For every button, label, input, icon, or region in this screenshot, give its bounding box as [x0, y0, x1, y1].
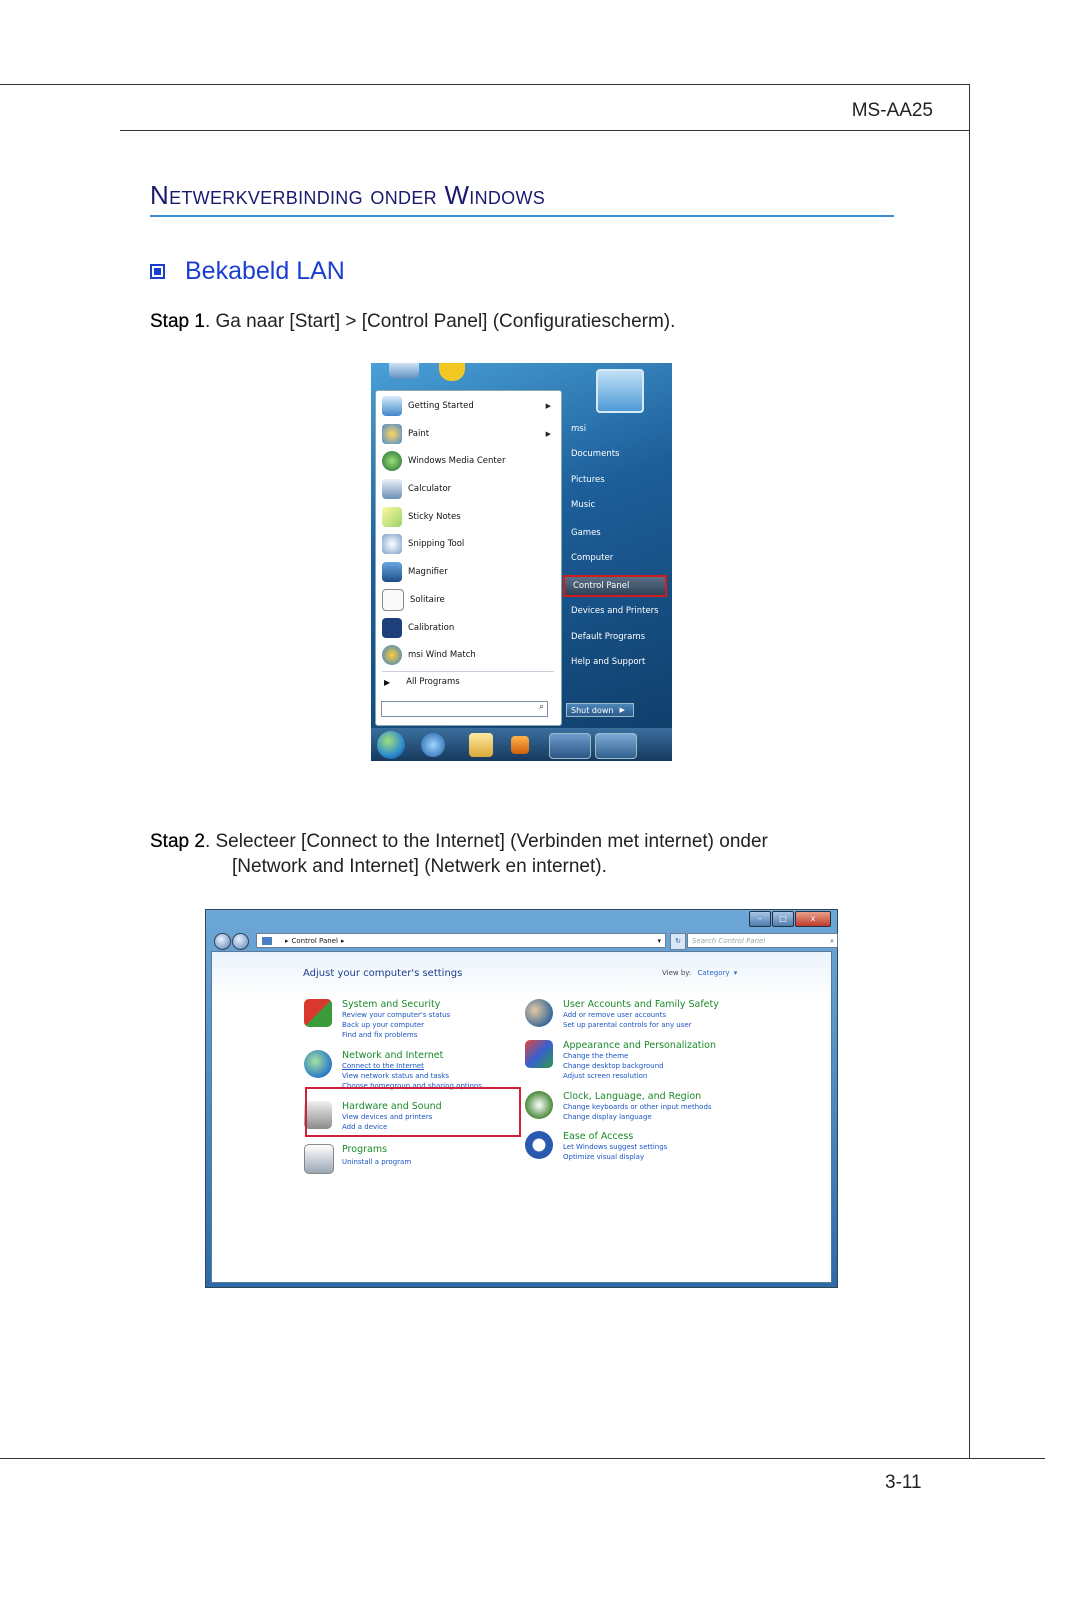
start-item-wind-match[interactable]: msi Wind Match [382, 642, 557, 668]
category-title[interactable]: Appearance and Personalization [563, 1040, 716, 1051]
refresh-icon[interactable]: ↻ [670, 933, 686, 950]
category-link[interactable]: Add a device [342, 1123, 388, 1131]
control-panel-icon [262, 937, 272, 945]
appearance-icon [525, 1040, 553, 1068]
category-link[interactable]: View devices and printers [342, 1113, 433, 1121]
category-link[interactable]: Change the theme [563, 1052, 629, 1060]
start-menu-programs-panel [375, 390, 562, 726]
category-link[interactable]: Change desktop background [563, 1062, 664, 1070]
shield-icon [304, 999, 332, 1027]
minimize-icon[interactable]: – [749, 911, 771, 927]
solitaire-icon [382, 589, 404, 611]
category-link[interactable]: View network status and tasks [342, 1072, 449, 1080]
sticky-notes-icon [382, 507, 402, 527]
category-title[interactable]: Hardware and Sound [342, 1101, 442, 1112]
header-rule-top [0, 84, 969, 85]
search-input[interactable]: Search Control Panel ⌕ [687, 933, 838, 948]
step-1-label: Stap 1 [150, 311, 205, 332]
category-link[interactable]: Change display language [563, 1113, 652, 1121]
page-title: Adjust your computer's settings [303, 968, 463, 979]
start-item-paint[interactable]: Paint ▶ [382, 421, 557, 447]
page-number: 3-11 [885, 1472, 922, 1493]
category-link[interactable]: Review your computer's status [342, 1011, 451, 1019]
calculator-icon [382, 479, 402, 499]
programs-icon [304, 1144, 334, 1174]
category-title[interactable]: Clock, Language, and Region [563, 1091, 702, 1102]
subsection-title [150, 257, 345, 286]
submenu-arrow-icon: ▶ [545, 402, 551, 410]
section-title: Netwerkverbinding onder Windows [150, 180, 546, 210]
submenu-arrow-icon: ▶ [545, 430, 551, 438]
desktop-icon [439, 363, 465, 381]
media-player-icon[interactable] [511, 736, 529, 754]
category-link[interactable]: Back up your computer [342, 1021, 425, 1029]
search-icon: ⌕ [830, 937, 834, 945]
category-link[interactable]: Set up parental controls for any user [563, 1021, 692, 1029]
start-place-help-support[interactable]: Help and Support [571, 657, 646, 667]
category-link[interactable]: Choose homegroup and sharing options [342, 1082, 482, 1090]
category-title[interactable]: Network and Internet [342, 1050, 444, 1061]
network-globe-icon [304, 1050, 332, 1078]
step-2-label: Stap 2 [150, 831, 205, 852]
all-programs-arrow-icon: ▶ [384, 677, 391, 687]
start-place-default-programs[interactable]: Default Programs [571, 632, 646, 642]
category-title[interactable]: User Accounts and Family Safety [563, 999, 719, 1010]
shutdown-button[interactable]: Shut down ▶ [566, 703, 634, 717]
forward-icon[interactable] [232, 933, 249, 950]
wind-match-icon [382, 645, 402, 665]
maximize-icon[interactable]: □ [772, 911, 794, 927]
search-icon: ⌕ [538, 702, 544, 712]
paint-taskbar-icon[interactable] [549, 733, 591, 759]
start-menu-screenshot [371, 363, 672, 761]
start-item-getting-started[interactable]: Getting Started ▶ [382, 393, 557, 419]
category-link[interactable]: Optimize visual display [563, 1153, 645, 1161]
snipping-tool-icon [382, 534, 402, 554]
control-panel-taskbar-icon[interactable] [595, 733, 637, 759]
explorer-folder-icon[interactable] [469, 733, 493, 757]
step-2-text: . Selecteer [Connect to the Internet] (Verbinden met internet) onder [204, 831, 768, 852]
calibration-icon [382, 618, 402, 638]
category-title[interactable]: Ease of Access [563, 1131, 634, 1142]
users-icon [525, 999, 553, 1027]
control-panel-window [205, 909, 838, 1288]
address-dropdown-icon[interactable]: ▾ [657, 937, 661, 945]
category-title[interactable]: Programs [342, 1144, 388, 1155]
category-link[interactable]: Let Windows suggest settings [563, 1143, 668, 1151]
footer-rule [0, 1458, 1045, 1459]
start-item-snipping-tool[interactable]: Snipping Tool [382, 531, 557, 557]
breadcrumb-control-panel[interactable]: Control Panel [291, 937, 338, 945]
start-orb-icon[interactable] [377, 731, 405, 759]
close-icon[interactable]: x [795, 911, 831, 927]
category-link[interactable]: Uninstall a program [342, 1158, 412, 1166]
start-item-media-center[interactable]: Windows Media Center [382, 448, 557, 474]
header-rule [120, 130, 969, 131]
start-item-calculator[interactable]: Calculator [382, 476, 557, 502]
ease-of-access-icon [525, 1131, 553, 1159]
back-icon[interactable] [214, 933, 231, 950]
view-by-label: View by: [662, 969, 692, 977]
start-item-sticky-notes[interactable]: Sticky Notes [382, 504, 557, 530]
start-place-documents[interactable]: Documents [571, 449, 620, 459]
model-number: MS-AA25 [851, 100, 933, 121]
start-place-computer[interactable]: Computer [571, 553, 614, 563]
category-link[interactable]: Change keyboards or other input methods [563, 1103, 712, 1111]
start-place-devices-printers[interactable]: Devices and Printers [571, 606, 659, 616]
right-margin-rule [969, 84, 970, 1459]
desktop-icon [389, 363, 419, 379]
desktop-icons-strip [371, 363, 672, 390]
paint-icon [382, 424, 402, 444]
step-2-text-cont: [Network and Internet] (Netwerk en internet). [232, 856, 607, 877]
magnifier-icon [382, 562, 402, 582]
start-search-input[interactable] [381, 701, 548, 717]
step-1-text: . Ga naar [Start] > [Control Panel] (Configuratiescherm). [204, 311, 676, 332]
address-bar[interactable] [256, 933, 666, 948]
category-link[interactable]: Find and fix problems [342, 1031, 418, 1039]
section-rule [150, 215, 894, 217]
start-item-calibration[interactable]: Calibration [382, 615, 557, 641]
start-item-solitaire[interactable]: Solitaire [382, 587, 557, 613]
view-by [662, 969, 737, 977]
start-place-msi[interactable]: msi [571, 424, 587, 434]
category-link[interactable]: Adjust screen resolution [563, 1072, 648, 1080]
taskbar [371, 728, 672, 761]
highlight-box [305, 1087, 521, 1137]
category-title[interactable]: System and Security [342, 999, 441, 1010]
shutdown-arrow-icon: ▶ [619, 706, 625, 714]
connect-internet-link[interactable]: Connect to the Internet [342, 1062, 424, 1070]
step-1 [150, 309, 675, 334]
window-controls [748, 911, 831, 927]
media-center-icon [382, 451, 402, 471]
start-place-music[interactable]: Music [571, 500, 596, 510]
window-title-bar [206, 910, 837, 932]
internet-explorer-icon[interactable] [421, 733, 445, 757]
subsection-title-text: Bekabeld LAN [185, 257, 345, 285]
breadcrumb-separator-icon: ▸ [340, 937, 345, 945]
all-programs-item[interactable]: ▶ All Programs [384, 677, 460, 687]
start-place-pictures[interactable]: Pictures [571, 475, 605, 485]
breadcrumb-separator-icon: ▸ [285, 937, 289, 945]
category-link[interactable]: Add or remove user accounts [563, 1011, 666, 1019]
getting-started-icon [382, 396, 402, 416]
control-panel-content [211, 951, 832, 1283]
start-place-control-panel[interactable]: Control Panel [563, 575, 667, 597]
chevron-down-icon: ▾ [733, 969, 738, 977]
user-picture-icon [596, 369, 644, 413]
view-by-dropdown[interactable]: Category [697, 969, 730, 977]
start-place-games[interactable]: Games [571, 528, 601, 538]
square-bullet-icon [150, 264, 165, 279]
start-item-magnifier[interactable]: Magnifier [382, 559, 557, 585]
address-row [212, 932, 832, 950]
step-2 [150, 829, 768, 879]
clock-globe-icon [525, 1091, 553, 1119]
